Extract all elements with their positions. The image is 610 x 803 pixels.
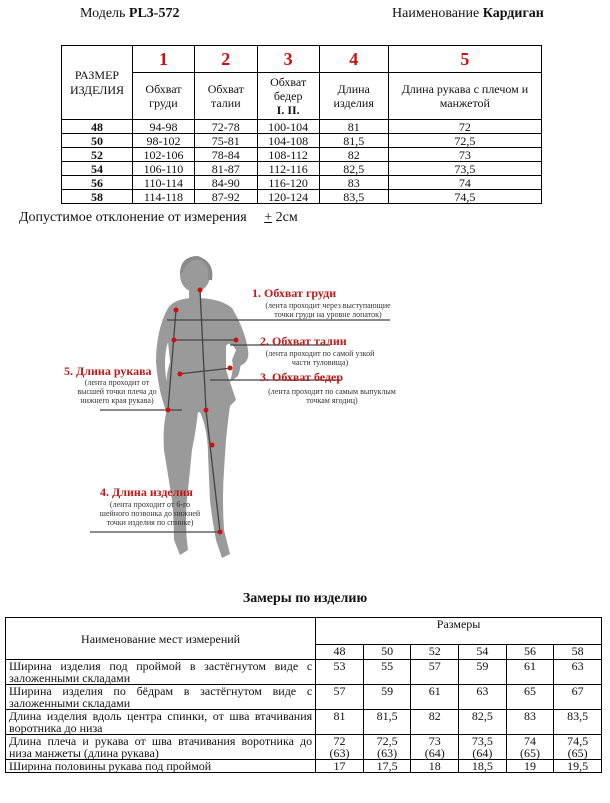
size-row (62, 190, 542, 204)
size-value: 54 (62, 162, 133, 176)
size-row (62, 148, 542, 162)
measurement-value: 61 (428, 684, 441, 698)
measurement-cell (316, 660, 364, 685)
size-cell: 58 (554, 645, 602, 660)
measure-value: 82,5 (319, 162, 388, 176)
measurement-subvalue: (64) (472, 746, 493, 760)
measurement-cell (316, 685, 364, 710)
note-line: высшей точки плеча до (77, 387, 157, 396)
measure-value: 74,5 (388, 190, 541, 204)
measurement-value: 19,5 (567, 759, 589, 773)
note-line: (лента проходит от (84, 378, 150, 387)
measure-value: 112-116 (257, 162, 319, 176)
measurement-value: 81,5 (376, 709, 398, 723)
measurement-name: Длина плеча и рукава от шва втачивания воротника до низа манжеты (длина рукава) (6, 735, 316, 760)
model-value: PL3-572 (128, 6, 180, 21)
measurement-cell (459, 660, 507, 685)
measure-value: 72 (388, 120, 541, 134)
measurements-table (5, 617, 602, 773)
measurement-cell (554, 760, 602, 773)
measurement-row (6, 760, 602, 773)
measurement-cell (459, 735, 507, 760)
measurement-value: 57 (333, 684, 346, 698)
measurement-name: Ширина изделия по бёдрам в застёгнутом виде с заложенными складами (6, 685, 316, 710)
measurement-cell (363, 760, 411, 773)
note-line: точки груди на уровне лопаток) (274, 310, 382, 319)
measurement-subvalue: (64) (424, 746, 445, 760)
measurement-value: 81 (333, 709, 346, 723)
size-row (62, 120, 542, 134)
measure-value: 82 (319, 148, 388, 162)
col-number: 3 (257, 46, 319, 73)
measure-value: 74 (388, 176, 541, 190)
tolerance-pm: + (264, 210, 273, 225)
name-header: Наименование мест измерений (6, 618, 316, 660)
measure-value: 81,5 (319, 134, 388, 148)
measure-value: 116-120 (257, 176, 319, 190)
model-header (80, 6, 179, 22)
size-row (62, 134, 542, 148)
col-number: 4 (319, 46, 388, 73)
measurement-value: 19 (523, 759, 536, 773)
measurement-value: 17 (333, 759, 346, 773)
model-label: Модель (80, 6, 126, 21)
measurement-cell (506, 735, 554, 760)
col-header: Длина изделия (319, 73, 388, 120)
measurement-cell (316, 760, 364, 773)
measure-value: 120-124 (257, 190, 319, 204)
size-cell: 52 (411, 645, 459, 660)
size-row (62, 162, 542, 176)
measurement-value: 74 (523, 734, 536, 748)
measurement-cell (459, 685, 507, 710)
size-cell: 56 (506, 645, 554, 660)
measure-value: 78-84 (194, 148, 257, 162)
measure-value: 73 (388, 148, 541, 162)
size-value: 52 (62, 148, 133, 162)
measurement-value: 18 (428, 759, 441, 773)
col-number: 5 (388, 46, 541, 73)
measurement-cell (411, 710, 459, 735)
measurement-value: 83 (523, 709, 536, 723)
note-sleeve (62, 378, 172, 405)
measurement-value: 73 (428, 734, 441, 748)
measurement-cell (459, 760, 507, 773)
sizes-header: Размеры (316, 618, 602, 645)
measure-value: 73,5 (388, 162, 541, 176)
measurement-value: 65 (523, 684, 536, 698)
measurement-cell (554, 660, 602, 685)
measurement-figure (50, 250, 410, 575)
measure-value: 100-104 (257, 120, 319, 134)
size-value: 56 (62, 176, 133, 190)
measure-value: 72,5 (388, 134, 541, 148)
measurement-cell (363, 660, 411, 685)
note-hips (262, 387, 402, 405)
measurement-cell (506, 710, 554, 735)
note-line: шейного позвонка до нижней (99, 509, 201, 518)
measurement-cell (554, 710, 602, 735)
measurement-cell (316, 710, 364, 735)
measure-value: 104-108 (257, 134, 319, 148)
measurement-value: 67 (571, 684, 584, 698)
measurement-value: 72 (333, 734, 346, 748)
measure-value: 114-118 (133, 190, 195, 204)
measure-value: 102-106 (133, 148, 195, 162)
measurement-cell (459, 710, 507, 735)
name-value: Кардиган (482, 6, 544, 21)
measurement-cell (554, 735, 602, 760)
section-title: Замеры по изделию (242, 591, 368, 606)
measurement-value: 83,5 (567, 709, 589, 723)
size-value: 58 (62, 190, 133, 204)
measurement-name: Длина изделия вдоль центра спинки, от шва втачивания воротника до низа (6, 710, 316, 735)
tolerance-value: 2см (275, 210, 298, 225)
col-header (257, 73, 319, 120)
tolerance-text: Допустимое отклонение от измерения (19, 210, 247, 225)
measurement-value: 82 (428, 709, 441, 723)
measurement-value: 57 (428, 659, 441, 673)
measurement-value: 72,5 (376, 734, 398, 748)
name-label: Наименование (392, 6, 480, 21)
label-hips: 3. Обхват бедер (260, 370, 344, 384)
measure-value: 83 (319, 176, 388, 190)
label-chest: 1. Обхват груди (252, 286, 337, 300)
measurement-value: 82,5 (471, 709, 493, 723)
size-header: РАЗМЕР ИЗДЕЛИЯ (62, 46, 133, 120)
measurement-value: 61 (523, 659, 536, 673)
measure-value: 81-87 (194, 162, 257, 176)
size-cell: 48 (316, 645, 364, 660)
measure-value: 81 (319, 120, 388, 134)
measurement-value: 59 (476, 659, 489, 673)
measurement-value: 53 (333, 659, 346, 673)
measurement-row (6, 735, 602, 760)
measure-value: 110-114 (133, 176, 195, 190)
measurement-row (6, 660, 602, 685)
measurement-value: 73,5 (471, 734, 493, 748)
measurement-cell (316, 735, 364, 760)
size-table (61, 45, 542, 204)
measure-value: 84-90 (194, 176, 257, 190)
measurement-value: 55 (381, 659, 394, 673)
measurement-value: 63 (476, 684, 489, 698)
size-row (62, 176, 542, 190)
col-header: Обхват талии (194, 73, 257, 120)
col-number: 2 (194, 46, 257, 73)
measure-value: 72-78 (194, 120, 257, 134)
measurement-cell (506, 660, 554, 685)
measure-value: 75-81 (194, 134, 257, 148)
col-number: 1 (133, 46, 195, 73)
measurement-cell (363, 710, 411, 735)
measurement-cell (411, 685, 459, 710)
note-line: нижнего края рукава) (80, 396, 154, 405)
note-line: части туловища) (291, 358, 349, 367)
hips-suffix: I. II. (276, 103, 300, 117)
note-waist (256, 349, 384, 367)
note-line: (лента проходит через выступающие (265, 301, 391, 310)
size-cell: 50 (363, 645, 411, 660)
note-length (90, 500, 210, 527)
tolerance-line (19, 210, 298, 226)
note-line: (лента проходит по самым выпуклым (268, 387, 396, 396)
note-line: (лента проходит от 6-го (109, 500, 191, 509)
measurement-name: Ширина изделия под проймой в застёгнутом виде с заложенными складами (6, 660, 316, 685)
measurement-row (6, 685, 602, 710)
measurement-value: 59 (381, 684, 394, 698)
measure-value: 87-92 (194, 190, 257, 204)
note-line: точки изделия по спинке) (106, 518, 194, 527)
measure-value: 83,5 (319, 190, 388, 204)
measurement-value: 17,5 (376, 759, 398, 773)
measurement-value: 18,5 (471, 759, 493, 773)
label-waist: 2. Обхват талии (260, 334, 347, 348)
measurement-subvalue: (63) (329, 746, 350, 760)
measurement-cell (411, 760, 459, 773)
measure-value: 94-98 (133, 120, 195, 134)
col-header: Обхват груди (133, 73, 195, 120)
measurement-subvalue: (65) (567, 746, 588, 760)
col-header: Длина рукава с плечом и манжетой (388, 73, 541, 120)
label-length: 4. Длина изделия (100, 485, 193, 499)
label-sleeve: 5. Длина рукава (64, 364, 152, 378)
measurement-cell (411, 735, 459, 760)
note-chest (258, 301, 398, 319)
measurement-value: 63 (571, 659, 584, 673)
measurement-cell (506, 760, 554, 773)
size-value: 50 (62, 134, 133, 148)
measurement-subvalue: (63) (377, 746, 398, 760)
measurement-cell (411, 660, 459, 685)
measurement-cell (363, 735, 411, 760)
measure-value: 98-102 (133, 134, 195, 148)
note-line: точкам ягодиц) (306, 396, 358, 405)
name-header (392, 6, 544, 22)
measurement-value: 74,5 (567, 734, 589, 748)
measurement-cell (363, 685, 411, 710)
size-cell: 54 (459, 645, 507, 660)
measurement-cell (506, 685, 554, 710)
hips-header: Обхват бедер (270, 75, 307, 103)
measurement-cell (554, 685, 602, 710)
measure-value: 108-112 (257, 148, 319, 162)
measurement-name: Ширина половины рукава под проймой (6, 760, 316, 773)
measurement-subvalue: (65) (519, 746, 540, 760)
note-line: (лента проходит по самой узкой (265, 349, 375, 358)
measurement-row (6, 710, 602, 735)
size-value: 48 (62, 120, 133, 134)
measure-value: 106-110 (133, 162, 195, 176)
